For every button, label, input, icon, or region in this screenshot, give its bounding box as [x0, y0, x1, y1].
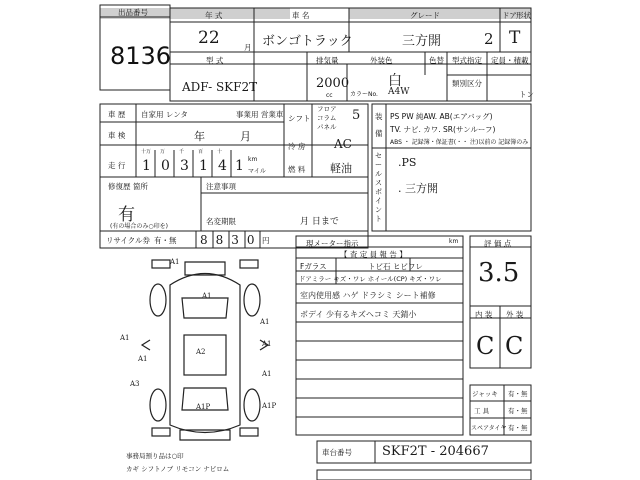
year-unit: 月 — [244, 43, 252, 52]
exterior-label: 外装色 — [370, 56, 393, 65]
shift-opt-column: コラム — [317, 114, 337, 122]
inspection-year: 年 — [194, 130, 205, 143]
comment-2: ボデイ 少有るキズヘコミ 天錆小 — [300, 310, 417, 319]
exterior-score-label: 外 装 — [506, 310, 524, 319]
shift-value: 5 — [352, 108, 361, 123]
selling-label: セールスポイント — [375, 152, 382, 223]
equip-line-3: ABS ・ 記録簿・保証書(・・ 注)以前の 記録簿のみ — [390, 139, 529, 146]
docs-label: 名変期限 — [206, 217, 236, 226]
inspection-month: 月 — [240, 130, 251, 143]
interior-label: 内 装 — [475, 310, 493, 319]
exterior-value: 白 — [388, 73, 402, 89]
damage-mark-3: A1 — [120, 334, 130, 342]
colorno-label: 色替 — [429, 56, 444, 65]
meter-km: km — [449, 238, 459, 245]
shift-opt-floor: フロア — [317, 105, 337, 113]
docs-date: 月 日まで — [300, 217, 339, 227]
shape-label: 形状 — [516, 11, 531, 20]
selling-point-1: .PS — [398, 156, 417, 169]
repair-label: 修復歴 箇所 — [108, 182, 148, 191]
mileage-unit-3: 千 — [179, 149, 185, 155]
damage-mark-1: A1 — [170, 258, 180, 266]
name-label: 車 名 — [292, 11, 310, 20]
inspection-label: 車 検 — [108, 131, 126, 140]
damage-mark-2: A1 — [202, 292, 212, 300]
footer-items: カギ シフトノブ リモコン ナビロム — [126, 465, 230, 473]
name-value: ボンゴトラック — [262, 34, 353, 49]
shift-opt-panel: パネル — [317, 123, 337, 131]
jack-label: ジャッキ — [472, 390, 498, 398]
doors-label: ドア — [502, 11, 517, 20]
chassis-label: 車台番号 — [322, 448, 352, 457]
mileage-digit-6: 1 — [235, 158, 244, 174]
tools-opts: 有・無 — [508, 407, 528, 415]
disp-label: 排気量 — [316, 56, 339, 65]
usage-opts: 自家用 レンタ — [141, 110, 188, 119]
equip-label-1: 装 — [375, 112, 383, 121]
mileage-unit-2: 万 — [160, 149, 166, 155]
inspector-label: 【 査 定 員 報 告 】 — [340, 250, 407, 259]
repair-value: 有 — [118, 205, 135, 225]
year-value: 22 — [198, 28, 220, 48]
mile-label: マイル — [248, 168, 266, 175]
notes-label: 注意事項 — [206, 182, 236, 191]
lot-number: 8136 — [110, 42, 172, 70]
lot-label: 出品番号 — [118, 8, 148, 17]
mileage-digit-1: 1 — [142, 158, 151, 174]
damage-mark-5: A1 — [138, 355, 148, 363]
glass-opts: トビ石 ヒビワレ — [368, 262, 423, 271]
equip-line-2: TV. ナビ. カワ. SR(サンルーフ) — [390, 125, 496, 134]
ac-value: AC — [334, 137, 352, 151]
colorno-caption: カラーNo. — [350, 91, 378, 98]
typecert-label: 型式指定 — [452, 56, 482, 65]
cap-label: 定員・積載 — [491, 56, 529, 65]
mileage-digit-2: 0 — [161, 158, 170, 174]
damage-mark-8: A3 — [130, 380, 140, 388]
score-label: 評 価 点 — [484, 239, 512, 248]
fuel-label: 燃 料 — [288, 165, 306, 174]
equip-line-1: PS PW 純AW. AB(エアバッグ) — [390, 112, 493, 121]
mileage-unit-5: 十 — [217, 149, 223, 155]
model-value: ADF- SKF2T — [182, 80, 258, 94]
spare-label: スペアタイヤ — [471, 425, 507, 432]
tools-label: 工 具 — [474, 407, 490, 415]
colorno-value: A4W — [388, 87, 410, 97]
recycle-unit: 円 — [262, 236, 270, 245]
selling-point-2: . 三方開 — [398, 182, 438, 195]
damage-mark-11: A1 — [262, 370, 272, 378]
mileage-unit-4: 百 — [198, 149, 204, 155]
comment-1: 室内使用感 ハゲ ドラシミ シート補修 — [300, 291, 436, 300]
mileage-digit-5: 4 — [218, 158, 227, 174]
grade-value: 三方開 — [402, 34, 442, 49]
mileage-unit-1: 十万 — [141, 149, 152, 155]
repair-note: (有の場合のみ○印を) — [110, 223, 168, 230]
mileage-digit-3: 3 — [180, 158, 189, 174]
fuel-value: 軽油 — [330, 162, 352, 175]
recycle-opts: 有・無 — [154, 236, 177, 245]
exterior-score-value: C — [505, 332, 524, 360]
damage-mark-9: A1P — [196, 403, 211, 411]
ton-unit: トン — [519, 90, 534, 99]
year-label: 年 式 — [205, 11, 223, 20]
usage-opts-2: 事業用 営業車 — [236, 110, 284, 119]
grade-label: グレード — [410, 11, 440, 20]
jack-opts: 有・無 — [508, 390, 528, 398]
doors-value: 2 — [484, 30, 494, 48]
damage-mark-6: A1 — [262, 340, 272, 348]
interior-value: C — [476, 332, 495, 360]
ac-label: 冷 房 — [288, 142, 306, 151]
score-value: 3.5 — [478, 258, 520, 288]
disp-value: 2000 — [316, 76, 350, 91]
model-label: 型 式 — [206, 56, 224, 65]
damage-mark-4: A1 — [260, 318, 270, 326]
shift-label: シフト — [288, 114, 311, 123]
footer-note: 事務局預り品は○印 — [126, 452, 184, 460]
equip-label-2: 備 — [375, 129, 383, 138]
category-label: 類別区分 — [452, 79, 482, 88]
mileage-label: 走 行 — [108, 161, 126, 170]
chassis-value: SKF2T - 204667 — [382, 444, 489, 459]
meter-label: 現メーター指示 — [306, 239, 359, 248]
mirror-wheel-row: ドアミラー キズ・ワレ ホイール(CP) キズ・ワレ — [299, 275, 442, 283]
km-label: km — [248, 156, 258, 163]
shape-value: T — [509, 28, 521, 48]
glass-label: Fガラス — [300, 262, 327, 271]
damage-mark-7: A2 — [196, 348, 206, 356]
spare-opts: 有・無 — [508, 424, 528, 432]
cc-unit: cc — [326, 92, 333, 99]
usage-label: 車 歴 — [108, 110, 126, 119]
damage-mark-10: A1P — [262, 402, 277, 410]
recycle-label: リサイクル券 — [106, 236, 150, 245]
recycle-value: 8830 — [200, 233, 263, 247]
mileage-digit-4: 1 — [199, 158, 208, 174]
